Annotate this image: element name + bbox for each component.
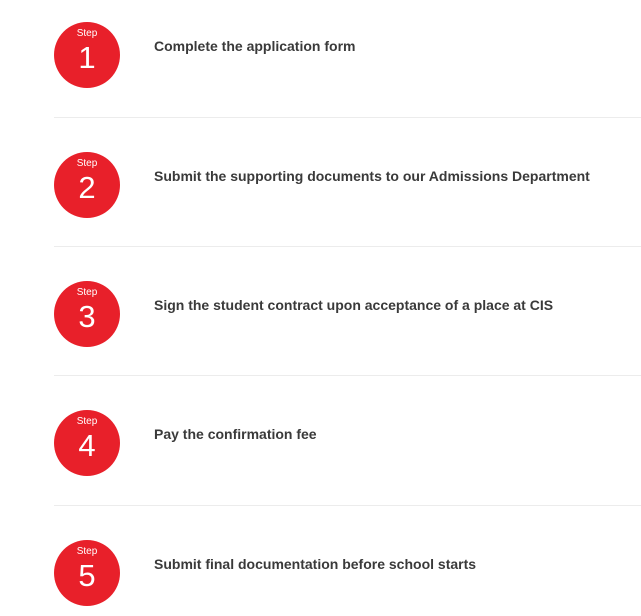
step-1-number: 1 [78,40,96,75]
step-2-text: Submit the supporting documents to our Admissions Department [154,168,590,184]
step-5-badge-label: Step [76,546,98,557]
step-3-badge [54,281,120,347]
step-4-badge [54,410,120,476]
step-1-badge-label: Step [76,28,98,39]
step-4-badge-label: Step [76,416,98,427]
step-divider [54,505,641,506]
step-2-number: 2 [78,170,96,205]
step-3-number: 3 [78,299,96,334]
step-2-badge-label: Step [76,158,98,169]
step-divider [54,117,641,118]
step-5-badge [54,540,120,606]
step-3-badge-label: Step [76,287,98,298]
step-4-number: 4 [78,428,96,463]
step-5-number: 5 [78,558,96,593]
step-1-badge [54,22,120,88]
step-divider [54,375,641,376]
step-2-badge [54,152,120,218]
step-divider [54,246,641,247]
step-3-text: Sign the student contract upon acceptance of a place at CIS [154,297,554,313]
step-1-text: Complete the application form [154,38,356,54]
step-4-text: Pay the confirmation fee [154,426,317,442]
step-5-text: Submit final documentation before school starts [154,556,477,572]
